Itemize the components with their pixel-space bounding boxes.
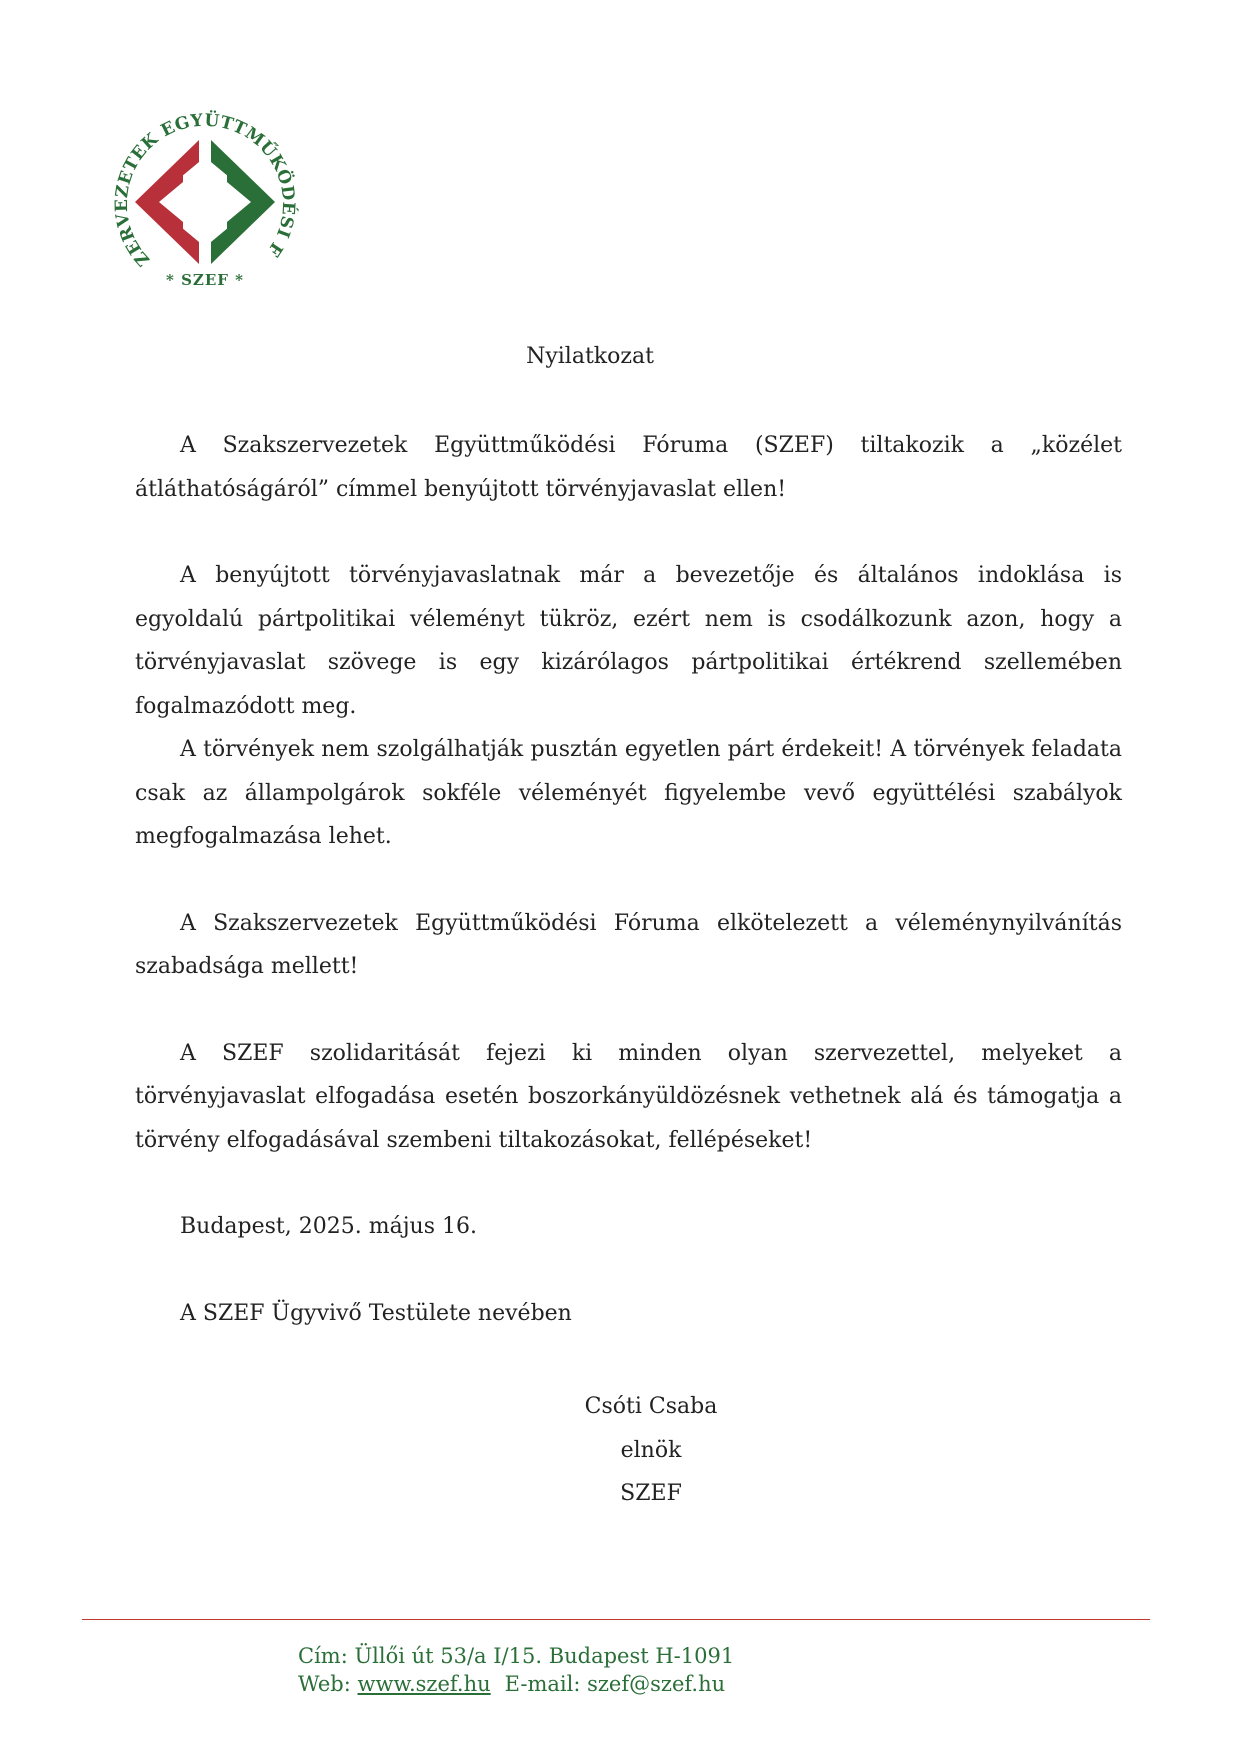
footer-divider [82, 1619, 1150, 1620]
signature-role: elnök [620, 1437, 682, 1463]
footer-web-link[interactable]: www.szef.hu [357, 1672, 491, 1696]
paragraph-5: A SZEF szolidaritását fejezi ki minden olyan szervezettel, melyeket a törvényjavaslat elfogadása esetén boszorkányüldözésnek vethetnek alá és támogatja a törvény elfogadásával szembeni tiltakozásokat, fellépéseket! [135, 1040, 1122, 1153]
footer-web-label: Web: [298, 1672, 351, 1696]
signature-org: SZEF [620, 1481, 682, 1506]
document-title: Nyilatkozat [526, 344, 654, 369]
paragraph-2: A benyújtott törvényjavaslatnak már a bevezetője és általános indoklása is egyoldalú pártpolitikai véleményt tükröz, ezért nem is csodálkozunk azon, hogy a törvényjavaslat szövege is egy kizárólagos pártpolitikai értékrend szellemében fogalmazódott meg. [135, 563, 1122, 719]
footer-email: E-mail: szef@szef.hu [504, 1672, 726, 1696]
logo-ring-text: ZERVEZETEK EGYÜTTMŰKÖDÉSI F [111, 110, 299, 270]
paragraph-4: A Szakszervezetek Együttműködési Fóruma elkötelezett a véleménynyilvánítás szabadsága mellett! [135, 910, 1122, 979]
paragraph-1: A Szakszervezetek Együttműködési Fóruma (SZEF) tiltakozik a „közélet átláthatóságáról” címmel benyújtott törvényjavaslat ellen! [135, 433, 1122, 502]
on-behalf-line: A SZEF Ügyvivő Testülete nevében [180, 1300, 572, 1326]
date-line: Budapest, 2025. május 16. [180, 1214, 477, 1239]
document-body [135, 424, 1122, 1335]
footer-contact [298, 1670, 734, 1698]
szef-logo [95, 78, 315, 298]
logo-bottom-text: * SZEF * [166, 271, 244, 289]
signature-block [0, 1385, 1241, 1516]
footer-address: Cím: Üllői út 53/a I/15. Budapest H-1091 [298, 1644, 735, 1668]
signature-name: Csóti Csaba [584, 1394, 718, 1419]
szef-logo-icon [95, 78, 315, 298]
paragraph-3: A törvények nem szolgálhatják pusztán egyetlen párt érdekeit! A törvények feladata csak az állampolgárok sokféle véleményét figyelembe vevő együttélési szabályok megfogalmazása lehet. [135, 737, 1122, 849]
footer [298, 1642, 734, 1698]
